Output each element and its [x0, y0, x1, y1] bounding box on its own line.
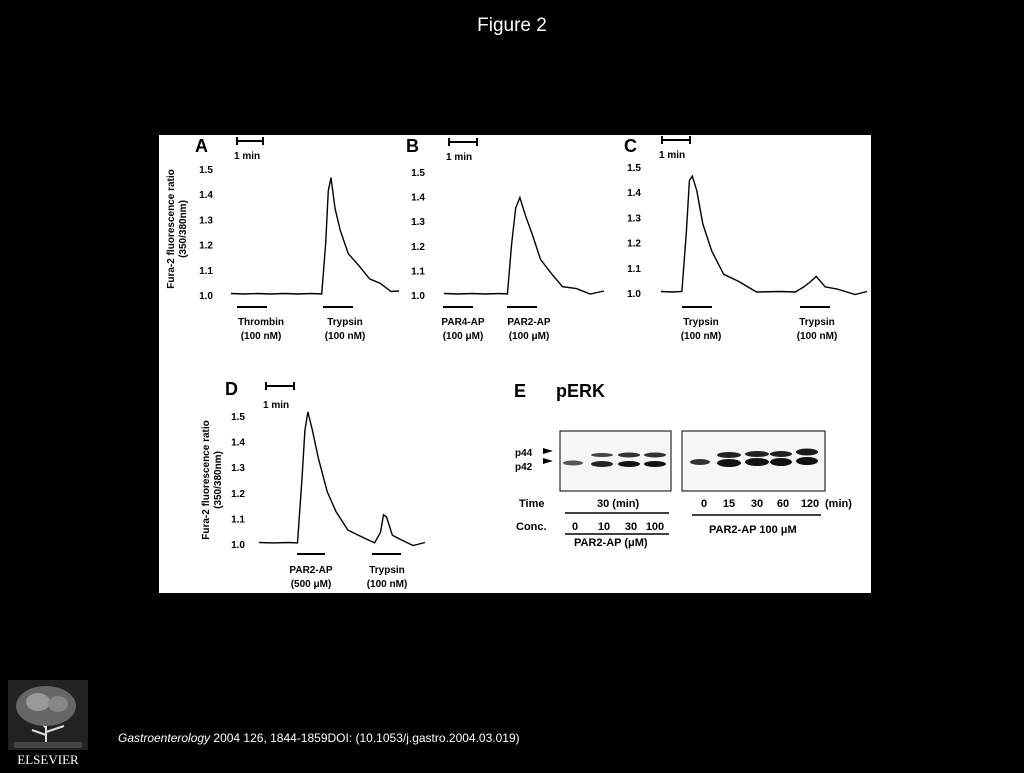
time-value: 30 (min) — [597, 498, 640, 510]
y-tick-label: 1.0 — [231, 540, 245, 551]
y-tick-label: 1.4 — [627, 188, 641, 200]
scale-bar-label: 1 min — [234, 151, 261, 162]
y-axis-subtitle-bottom: (350/380nm) — [213, 451, 224, 509]
y-tick-label: 1.4 — [199, 190, 213, 202]
y-tick-label: 1.1 — [231, 514, 245, 526]
lane-label: 10 — [597, 521, 611, 533]
band-arrow-p44-icon — [543, 448, 553, 454]
lane-label: 15 — [722, 498, 736, 510]
band-label-p42: p42 — [515, 462, 533, 473]
y-ticks-panel-d — [231, 412, 245, 551]
citation-journal: Gastroenterology — [118, 731, 211, 745]
scale-bar-label: 1 min — [263, 400, 290, 411]
stim-label-c2: Trypsin — [799, 317, 835, 328]
stim-conc-d2: (100 nM) — [366, 579, 408, 590]
stim-label-b1: PAR4-AP — [441, 317, 485, 328]
logo-wordmark: ELSEVIER — [17, 752, 79, 767]
stim-label-c1: Trypsin — [683, 317, 719, 328]
y-tick-label: 1.1 — [627, 263, 641, 275]
y-tick-label: 1.2 — [411, 241, 425, 253]
right-blot-caption: PAR2-AP 100 μM — [709, 524, 797, 536]
stim-conc-d1: (500 μM) — [290, 579, 332, 590]
y-tick-label: 1.3 — [627, 213, 641, 225]
y-tick-label: 1.1 — [199, 265, 213, 277]
y-tick-label: 1.5 — [231, 412, 245, 423]
scale-bar-b — [446, 138, 477, 163]
perk-title: pERK — [556, 381, 605, 401]
lane-label: 30 — [624, 521, 638, 533]
panel-letter-d: D — [225, 379, 238, 399]
right-blot-unit: (min) — [825, 498, 852, 510]
lane-label: 30 — [750, 498, 764, 510]
band-label-p44: p44 — [515, 448, 533, 459]
left-blot-caption: PAR2-AP (μM) — [574, 537, 648, 549]
citation-details: 2004 126, 1844-1859DOI: (10.1053/j.gastro.2004.03.019) — [210, 731, 520, 745]
stim-conc-c1: (100 nM) — [680, 331, 722, 342]
stim-label-b2: PAR2-AP — [507, 317, 551, 328]
y-tick-label: 1.1 — [411, 266, 425, 278]
stim-conc-b1: (100 μM) — [442, 331, 484, 342]
scale-bar-label: 1 min — [659, 150, 686, 161]
scale-bar-a — [234, 137, 263, 162]
y-tick-label: 1.3 — [231, 463, 245, 475]
panel-letter-e: E — [514, 381, 527, 401]
y-tick-label: 1.5 — [411, 168, 425, 179]
stim-label-a1: Thrombin — [237, 317, 285, 328]
lane-label: 0 — [571, 521, 579, 533]
band-arrow-p42-icon — [543, 458, 553, 464]
lane-label: 0 — [700, 498, 708, 510]
y-axis-title-top: Fura-2 fluorescence ratio — [166, 169, 177, 289]
y-tick-label: 1.2 — [231, 488, 245, 500]
y-tick-label: 1.5 — [627, 163, 641, 174]
y-axis-title-bottom: Fura-2 fluorescence ratio — [201, 420, 212, 540]
y-ticks-panel-a — [199, 165, 213, 302]
trace-line — [444, 198, 604, 294]
y-tick-label: 1.2 — [199, 240, 213, 252]
y-tick-label: 1.3 — [411, 217, 425, 229]
stim-conc-b2: (100 μM) — [508, 331, 550, 342]
elsevier-tree-icon — [8, 680, 88, 768]
stim-label-a2: Trypsin — [327, 317, 363, 328]
y-tick-label: 1.0 — [627, 289, 641, 300]
time-label: Time — [519, 498, 545, 510]
trace-line — [231, 178, 399, 294]
y-tick-label: 1.5 — [199, 165, 213, 176]
y-tick-label: 1.0 — [411, 291, 425, 302]
lane-label: 120 — [800, 498, 820, 510]
y-tick-label: 1.4 — [231, 437, 245, 449]
stim-conc-a2: (100 nM) — [324, 331, 366, 342]
scale-bar-d — [263, 382, 294, 411]
stim-conc-a1: (100 nM) — [240, 331, 282, 342]
slide-title: Figure 2 — [477, 15, 547, 36]
figure-svg — [159, 135, 871, 593]
y-axis-subtitle-top: (350/380nm) — [178, 200, 189, 258]
panel-letter-a: A — [195, 136, 208, 156]
lane-labels-left — [572, 521, 664, 533]
elsevier-logo — [8, 680, 88, 768]
y-tick-label: 1.3 — [199, 215, 213, 227]
conc-label: Conc. — [516, 521, 547, 533]
citation — [118, 731, 520, 745]
y-ticks-panel-c — [627, 163, 641, 300]
lane-label: 100 — [645, 521, 665, 533]
lane-label: 60 — [776, 498, 790, 510]
panel-letter-b: B — [406, 136, 419, 156]
trace-line — [259, 412, 425, 546]
y-tick-label: 1.2 — [627, 238, 641, 250]
trace-line — [661, 176, 867, 294]
stim-label-d1: PAR2-AP — [289, 565, 333, 576]
stim-label-d2: Trypsin — [369, 565, 405, 576]
stim-conc-c2: (100 nM) — [796, 331, 838, 342]
figure-panel — [159, 135, 871, 593]
scale-bar-c — [659, 136, 690, 161]
lane-labels-right — [701, 498, 819, 510]
scale-bar-label: 1 min — [446, 152, 473, 163]
y-ticks-panel-b — [411, 168, 425, 302]
y-tick-label: 1.4 — [411, 192, 425, 204]
panel-letter-c: C — [624, 136, 637, 156]
y-tick-label: 1.0 — [199, 291, 213, 302]
